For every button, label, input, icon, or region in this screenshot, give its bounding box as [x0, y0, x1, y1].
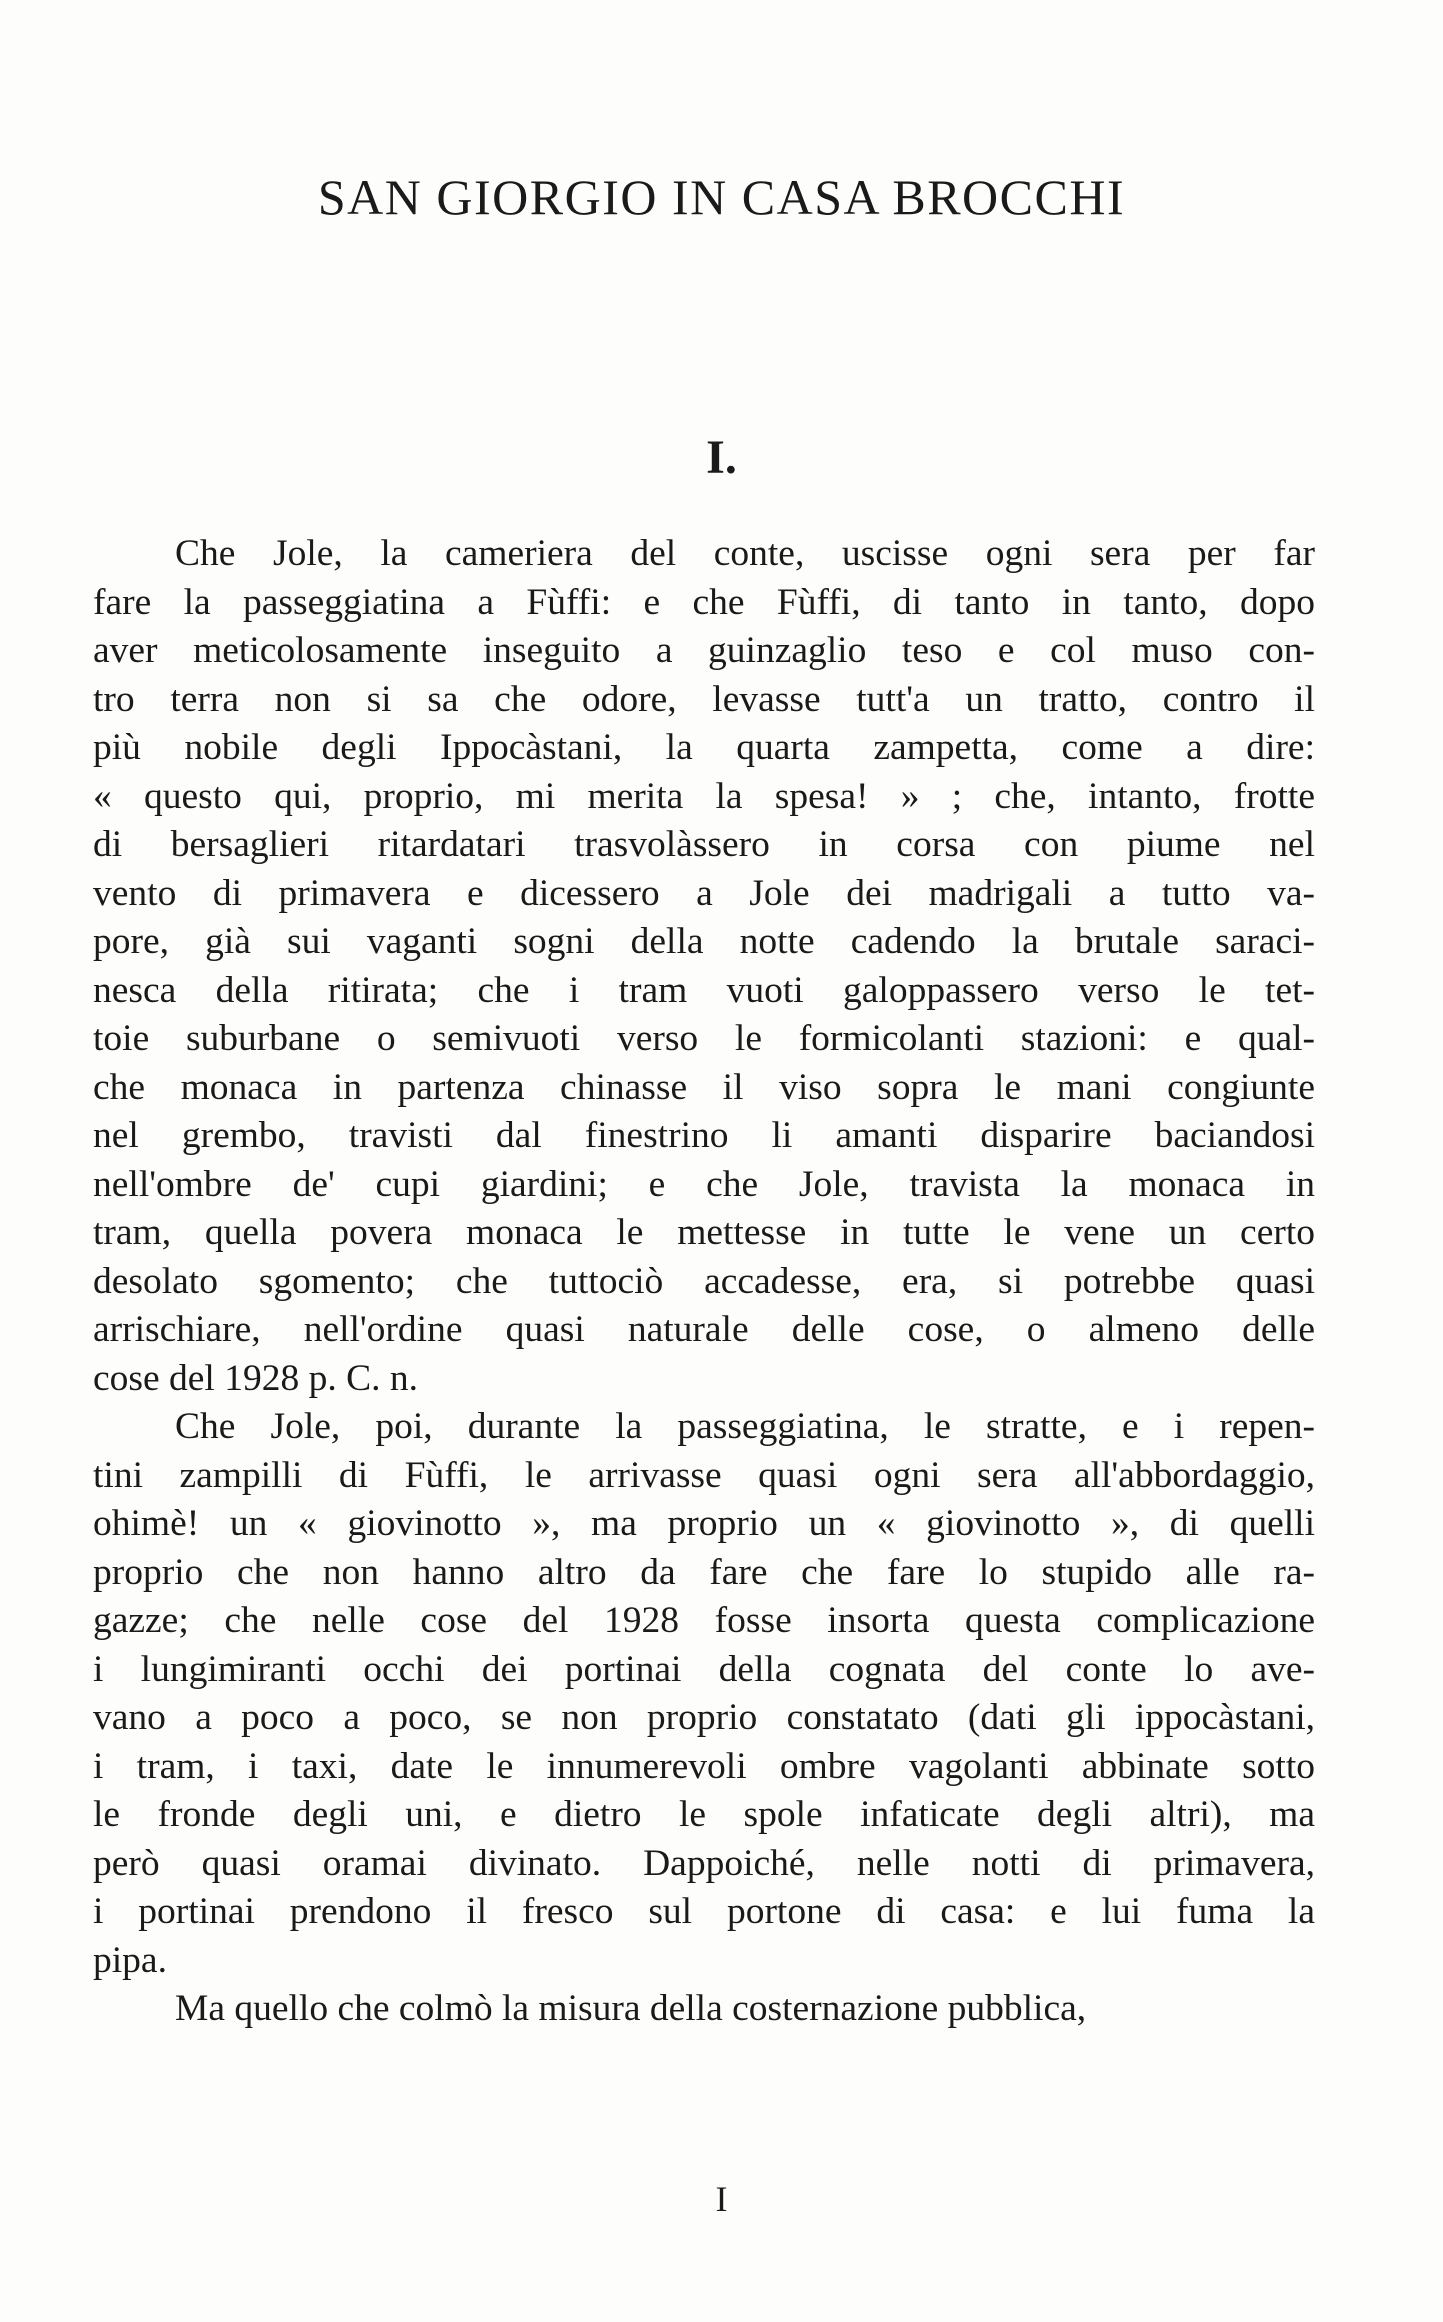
text-line: ohimè! un « giovinotto », ma proprio un « giovinotto », di quelli: [93, 1503, 1315, 1544]
text-line: vano a poco a poco, se non proprio constatato (dati gli ippocàstani,: [93, 1697, 1315, 1738]
text-line: nesca della ritirata; che i tram vuoti galoppassero verso le tet-: [93, 969, 1315, 1011]
text-line: che monaca in partenza chinasse il viso sopra le mani congiunte: [93, 1066, 1315, 1108]
text-line: tini zampilli di Fùffi, le arrivasse quasi ogni sera all'abbordaggio,: [93, 1454, 1315, 1496]
text-line: gazze; che nelle cose del 1928 fosse insorta questa complicazione: [93, 1600, 1315, 1641]
text-line: desolato sgomento; che tuttociò accadesse, era, si potrebbe quasi: [93, 1260, 1315, 1302]
text-line: Che Jole, la cameriera del conte, uscisse ogni sera per far: [175, 533, 1315, 574]
text-line: fare la passeggiatina a Fùffi: e che Fùffi, di tanto in tanto, dopo: [93, 581, 1315, 623]
text-line: cose del 1928 p. C. n.: [93, 1357, 418, 1399]
text-line: i portinai prendono il fresco sul portone di casa: e lui fuma la: [93, 1891, 1315, 1932]
text-line: vento di primavera e dicessero a Jole dei madrigali a tutto va-: [93, 872, 1315, 914]
page-title: SAN GIORGIO IN CASA BROCCHI: [317, 169, 1126, 225]
page-number: I: [715, 2179, 728, 2219]
text-line: aver meticolosamente inseguito a guinzaglio teso e col muso con-: [93, 630, 1315, 671]
text-line: però quasi oramai divinato. Dappoiché, nelle notti di primavera,: [93, 1842, 1315, 1884]
text-line: le fronde degli uni, e dietro le spole infaticate degli altri), ma: [93, 1794, 1315, 1835]
text-line: tram, quella povera monaca le mettesse in tutte le vene un certo: [93, 1212, 1315, 1253]
text-line: « questo qui, proprio, mi merita la spesa! » ; che, intanto, frotte: [93, 775, 1315, 817]
text-line: toie suburbane o semivuoti verso le formicolanti stazioni: e qual-: [93, 1018, 1315, 1059]
text-line: nel grembo, travisti dal finestrino li amanti disparire baciandosi: [93, 1115, 1315, 1156]
text-line: i tram, i taxi, date le innumerevoli ombre vagolanti abbinate sotto: [93, 1745, 1315, 1787]
text-line: tro terra non si sa che odore, levasse tutt'a un tratto, contro il: [93, 678, 1315, 720]
text-line: proprio che non hanno altro da fare che fare lo stupido alle ra-: [93, 1551, 1315, 1593]
text-line: di bersaglieri ritardatari trasvolàssero in corsa con piume nel: [93, 824, 1315, 865]
text-line: nell'ombre de' cupi giardini; e che Jole, travista la monaca in: [93, 1163, 1315, 1205]
text-line: arrischiare, nell'ordine quasi naturale delle cose, o almeno delle: [93, 1309, 1315, 1350]
text-line: Che Jole, poi, durante la passeggiatina, le stratte, e i repen-: [175, 1406, 1315, 1447]
body-text: [93, 530, 1315, 2034]
chapter-number: I.: [706, 431, 737, 484]
text-line: i lungimiranti occhi dei portinai della cognata del conte lo ave-: [93, 1648, 1315, 1690]
text-line: pore, già sui vaganti sogni della notte cadendo la brutale saraci-: [93, 921, 1315, 962]
text-line: Ma quello che colmò la misura della costernazione pubblica,: [175, 1988, 1087, 2029]
text-line: pipa.: [93, 1939, 167, 1981]
text-line: più nobile degli Ippocàstani, la quarta zampetta, come a dire:: [93, 727, 1315, 768]
